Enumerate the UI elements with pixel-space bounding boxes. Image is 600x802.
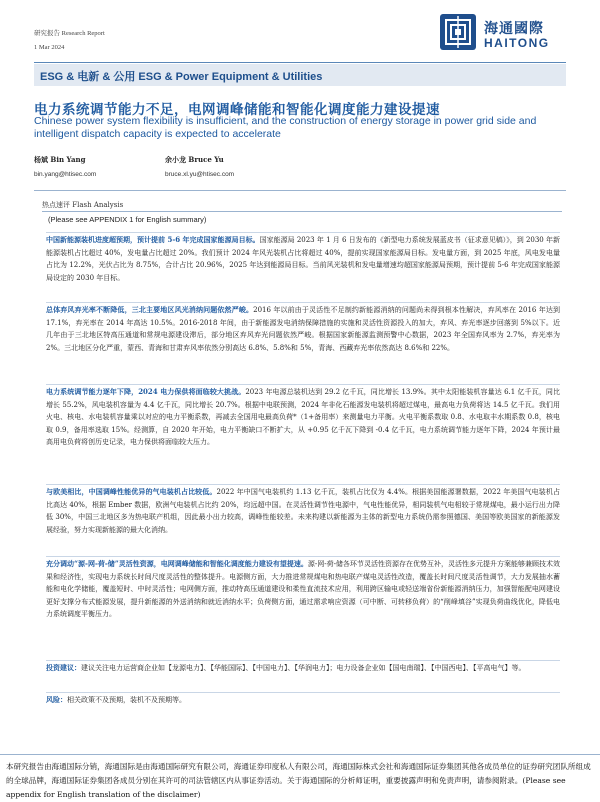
section-rule bbox=[46, 484, 560, 485]
section-heading: 充分调动“源-网-荷-储”灵活性资源，电网调峰储能和智能化调度能力建设有望提速。 bbox=[46, 559, 308, 568]
section-rule bbox=[46, 384, 560, 385]
report-date: 1 Mar 2024 bbox=[34, 44, 65, 51]
section-7 bbox=[46, 694, 560, 707]
section-heading: 电力系统调节能力逐年下降，2024 电力保供将面临较大挑战。 bbox=[46, 387, 246, 396]
author-name-1: 杨斌 Bin Yang bbox=[34, 155, 86, 164]
section-heading: 风险： bbox=[46, 695, 67, 704]
logo-text-en: HAITONG bbox=[484, 36, 550, 50]
section-1 bbox=[46, 234, 560, 284]
section-3 bbox=[46, 386, 560, 449]
section-5 bbox=[46, 558, 560, 621]
section-rule bbox=[46, 556, 560, 557]
section-heading: 总体弃风弃光率不断降低，三北主要地区风光消纳问题依然严峻。 bbox=[46, 305, 254, 314]
section-body: 2022 年中国气电装机约 1.13 亿千瓦，装机占比仅为 4.4%。根据美国能源署数据，2022 年美国气电装机占比高达 40%，根据 Ember 数据，欧洲气电装机占比约 20%，均远超中国。在灵活性调节性电源中，气电性能优异，相同装机气电相较于常规煤电，最小运行出力降低 30%，中国三北地区多为热电联产机组，因此最小出力较高，调峰性能较差。未来构建以新能源为主体的新型电力系统仍需参照德国、美国等欧美国家的新能源发展经验，努力实现新能源的最大化消纳。 bbox=[46, 488, 560, 534]
section-heading: 与欧美相比，中国调峰性能优异的气电装机占比较低。 bbox=[46, 487, 217, 496]
author-divider bbox=[34, 190, 566, 191]
section-heading: 中国新能源装机进度超预期，预计提前 5-6 年完成国家能源局目标。 bbox=[46, 235, 260, 244]
report-title-en: Chinese power system flexibility is insufficient, and the construction of energy storage in power grid side and intelligent dispatch capacity is expected to accelerate bbox=[34, 115, 537, 140]
flash-divider bbox=[42, 211, 562, 212]
section-rule bbox=[46, 302, 560, 303]
appendix-note: (Please see APPENDIX 1 for English summary) bbox=[48, 215, 207, 224]
section-body: 2016 年以前由于灵活性不足制约新能源消纳的问题尚未得到根本性解决，弃风率在 2016 年达到 17.1%，弃光率在 2014 年高达 10.5%。2016-2018 年间，由于新能源发电消纳保障措施的实施和灵活性资源投入的加大，弃风、弃光率逐步回落到 5%以下。近几年由于三北地区特高压通道和常规电源建设滞后，部分地区弃风弃光问题依然严峻。根据国家新能源监测预警中心数据，2023 年全国弃风率为 2.7%，弃光率为 2%。三北地区分化严重，蒙西、青海和甘肃弃风率依然分别高达 6.8%、5.8%和 5%，青海、西藏弃光率依然高达 8.6%和 22%。 bbox=[46, 306, 560, 352]
section-body: 相关政策不及预期，装机不及预期等。 bbox=[67, 696, 186, 704]
section-4 bbox=[46, 486, 560, 536]
section-rule bbox=[46, 692, 560, 693]
author-email-1[interactable]: bin.yang@htisec.com bbox=[34, 171, 97, 178]
author-email-2[interactable]: bruce.xl.yu@htisec.com bbox=[165, 171, 235, 178]
header-rule bbox=[34, 62, 566, 63]
section-rule bbox=[46, 660, 560, 661]
section-body: 国家能源局 2023 年 1 月 6 日发布的《新型电力系统发展蓝皮书（征求意见稿）》，到 2030 年新能源装机占比超过 40%，发电量占比超过 20%。我们预计 2024 年风光装机占比将超过 40%，提前实现国家能源局目标。发电量方面，到 2025 年底，风电发电量占比为 12.2%，光伏占比为 8.75%，合计占比 20.96%，2025 年达到能源局目标。当前风光装机和发电量增速均超国家能源局预期，预计提前 5-6 年完成国家能源局设定的 2030 年目标。 bbox=[46, 236, 560, 282]
flash-analysis-label: 热点速评 Flash Analysis bbox=[42, 201, 124, 209]
section-body: 建议关注电力运营商企业如【龙源电力】、【华能国际】、【中国电力】、【华润电力】；电力设备企业如【国电南瑞】、【中国西电】、【平高电气】等。 bbox=[81, 664, 526, 672]
logo-text-cn: 海通國際 bbox=[484, 21, 544, 37]
haitong-logo-icon bbox=[440, 14, 476, 50]
author-name-2: 余小龙 Bruce Yu bbox=[165, 155, 224, 164]
report-title-cn: 电力系统调节能力不足，电网调峰储能和智能化调度能力建设提速 bbox=[34, 102, 440, 118]
disclaimer: 本研究报告由海通国际分销，海通国际是由海通国际研究有限公司，海通证券印度私人有限公司，海通国际株式会社和海通国际证券集团其他各成员单位的证券研究团队所组成的全球品牌，海通国际证券集团各成员分别在其许可的司法管辖区内从事证券活动。关于海通国际的分析师证明，重要披露声明和免责声明，请参阅附录。(Please see appendix for English translation of the disclaimer) bbox=[6, 762, 591, 799]
disclaimer-rule bbox=[0, 754, 600, 755]
report-type: 研究报告 Research Report bbox=[34, 30, 105, 37]
section-2 bbox=[46, 304, 560, 354]
section-heading: 投资建议： bbox=[46, 663, 81, 672]
section-6 bbox=[46, 662, 560, 675]
section-rule bbox=[46, 232, 560, 233]
sector-title: ESG & 电新 & 公用 ESG & Power Equipment & Utilities bbox=[40, 71, 323, 83]
section-body: 2023 年电源总装机达到 29.2 亿千瓦，同比增长 13.9%。其中太阳能装机容量达 6.1 亿千瓦，同比增长 55.2%，风电装机容量为 4.4 亿千瓦，同比增长 20.7%。根据中电联预测，2024 年非化石能源发电装机将超过煤电，最高电力负荷将达 14.5 亿千瓦。我们用火电、核电、水电装机容量乘以对应的电力平衡系数，再减去全国用电最高负荷*（1+备用率）来测量电力平衡。火电平衡系数取 0.8、水电取丰水期系数 0.8，核电取 0.9，备用率选取 15%。经测算，自 2020 年开始，电力平衡缺口不断扩大，从 +0.95 亿千瓦下降到 -0.4 亿千瓦，电力系统调节能力逐年下降，2024 年预计最高用电负荷将创历史记录，电力保供将面临较大压力。 bbox=[46, 388, 561, 447]
section-body: 源-网-荷-储各环节灵活性资源存在优势互补，灵活性多元提升方案能够兼顾技术效果和经济性，实现电力系统长时间尺度灵活性的整体提升。电源侧方面，大力推进常规煤电和热电联产煤电灵活性改造，覆盖长时间尺度灵活性调节，大力发展抽水蓄能和电化学储能，覆盖短时、中时灵活性；电网侧方面，推动特高压通道建设和柔性直流技术应用，利用跨区输电或轻送端省份新能源消纳压力，加强智能配电网建设更好支撑分布式能源发展，提升新能源的外送消纳和就近消纳水平；负荷侧方面，通过需求响应资源（可中断、可转移负荷）的“削峰填谷”实现负荷曲线优化，降低电力系统调度平衡压力。 bbox=[46, 560, 560, 619]
